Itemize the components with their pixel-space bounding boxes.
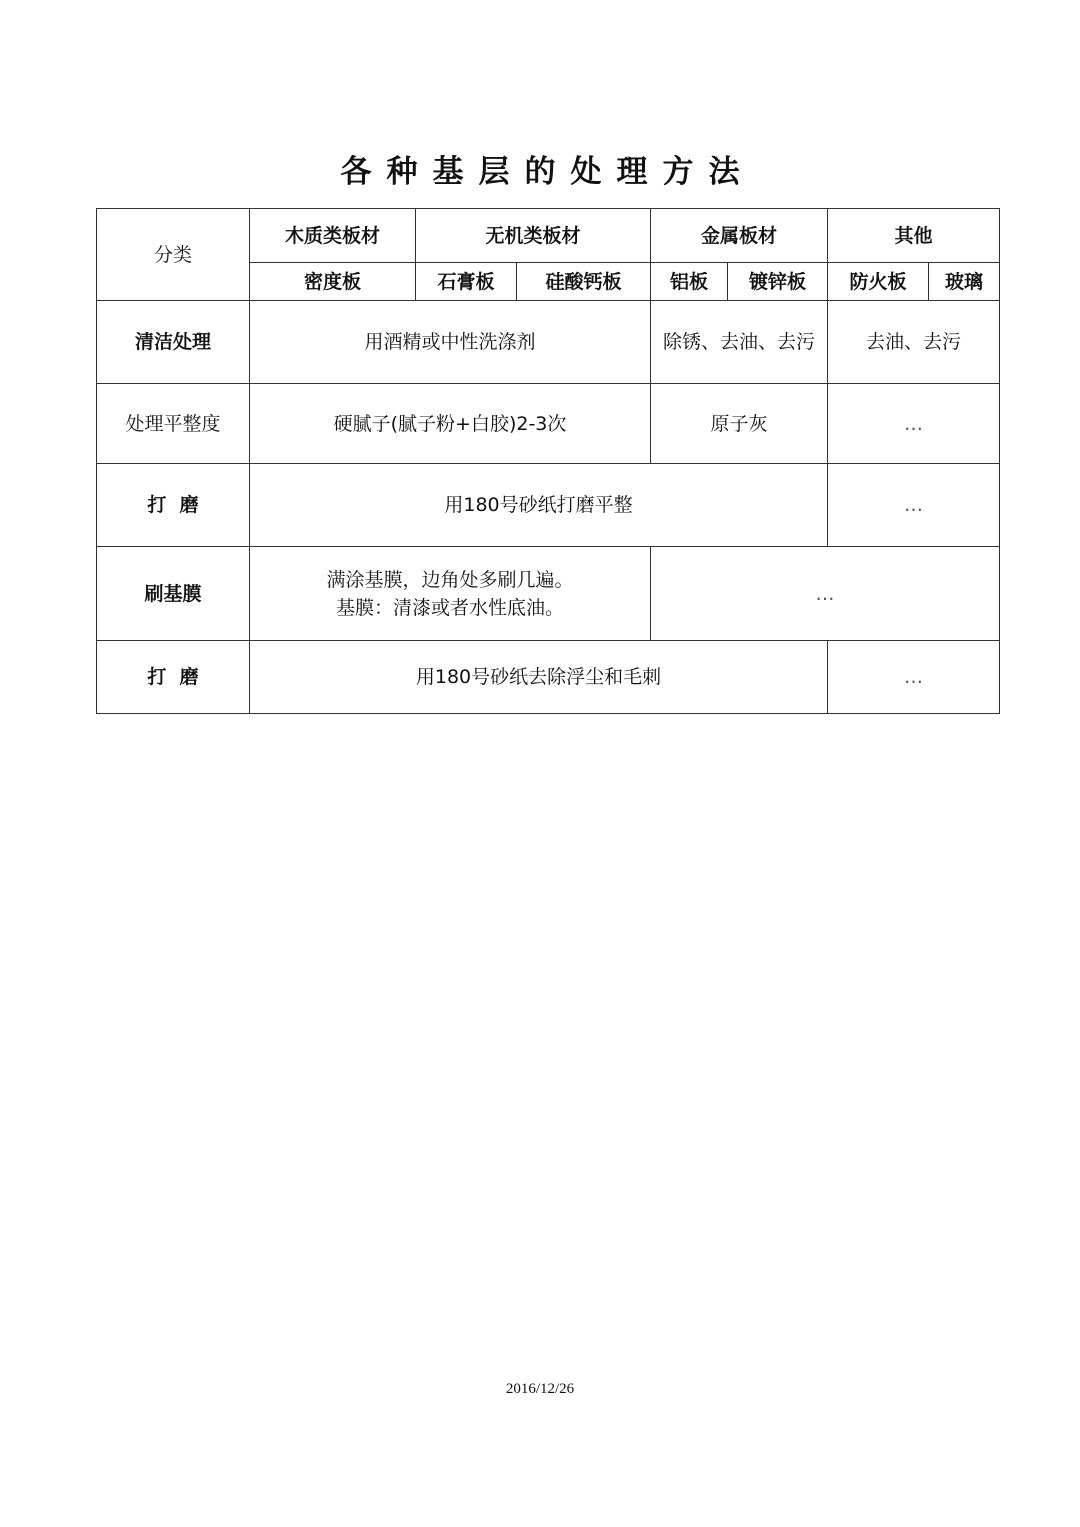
subtype-mdf: 密度板 [250,263,416,301]
subtype-gypsum-board: 石膏板 [416,263,517,301]
primer-other: … [651,547,1000,641]
group-other: 其他 [828,209,1000,263]
clean-wood-inorganic: 用酒精或中性洗涤剂 [250,301,651,384]
document-title: 各种基层的处理方法 [340,154,755,190]
subtype-aluminum-sheet: 铝板 [651,263,728,301]
group-metal: 金属板材 [651,209,828,263]
table-row [97,641,1000,714]
subtype-glass: 玻璃 [929,263,1000,301]
clean-other: 去油、去污 [828,301,1000,384]
table-row [97,384,1000,464]
row-label-primer: 刷基膜 [97,547,250,641]
subtype-galvanized-sheet: 镀锌板 [728,263,828,301]
row-label-sanding-1: 打 磨 [97,464,250,547]
group-wood: 木质类板材 [250,209,416,263]
sanding-1-content: 用180号砂纸打磨平整 [250,464,828,547]
footer-date: 2016/12/26 [505,1381,575,1397]
table-row [97,301,1000,384]
clean-metal: 除锈、去油、去污 [651,301,828,384]
table-row [97,464,1000,547]
group-inorganic: 无机类板材 [416,209,651,263]
row-label-level: 处理平整度 [97,384,250,464]
level-other: … [828,384,1000,464]
sanding-1-other: … [828,464,1000,547]
row-label-sanding-2: 打 磨 [97,641,250,714]
primer-line-2: 基膜：清漆或者水性底油。 [336,596,565,619]
subtype-fireproof-board: 防火板 [828,263,929,301]
row-label-clean: 清洁处理 [97,301,250,384]
table-row [97,547,1000,641]
primer-line-1: 满涂基膜，边角处多刷几遍。 [326,568,574,591]
level-metal: 原子灰 [651,384,828,464]
level-wood-inorganic: 硬腻子(腻子粉+白胶)2-3次 [250,384,651,464]
treatment-table [96,208,1000,714]
category-header: 分类 [97,209,250,301]
primer-content [250,547,651,641]
sanding-2-other: … [828,641,1000,714]
sanding-2-content: 用180号砂纸去除浮尘和毛刺 [250,641,828,714]
subtype-calcium-silicate-board: 硅酸钙板 [517,263,651,301]
